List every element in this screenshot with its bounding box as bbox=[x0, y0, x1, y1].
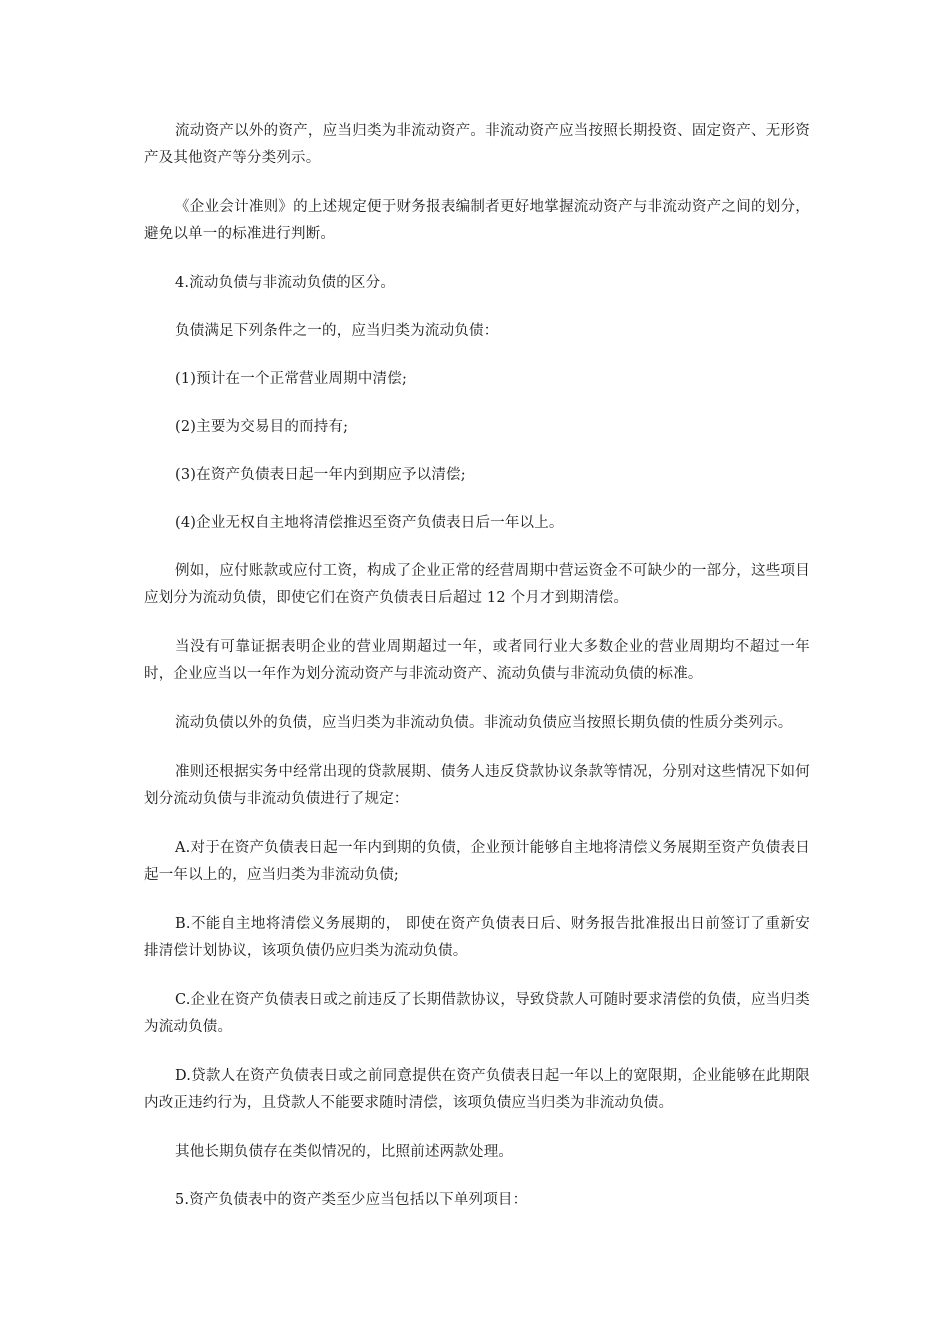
paragraph-similar-cases: 其他长期负债存在类似情况的，比照前述两款处理。 bbox=[175, 1144, 514, 1160]
list-item-rule-a: A.对于在资产负债表日起一年内到期的负债，企业预计能够自主地将清偿义务展期至资产负债表日起一年以上的，应当归类为非流动负债; bbox=[144, 840, 810, 883]
list-item-rule-d: D.贷款人在资产负债表日或之前同意提供在资产负债表日起一年以上的宽限期，企业能够在此期限内改正违约行为，且贷款人不能要求随时清偿，该项负债应当归类为非流动负债。 bbox=[144, 1068, 810, 1111]
list-item-rule-b: B.不能自主地将清偿义务展期的， 即使在资产负债表日后、财务报告批准报出日前签订了重新安排清偿计划协议，该项负债仍应归类为流动负债。 bbox=[144, 916, 810, 959]
paragraph-noncurrent-assets: 流动资产以外的资产，应当归类为非流动资产。非流动资产应当按照长期投资、固定资产、无形资产及其他资产等分类列示。 bbox=[144, 123, 810, 166]
list-item-condition-3: (3)在资产负债表日起一年内到期应予以清偿; bbox=[175, 467, 466, 483]
paragraph-standard-note: 《企业会计准则》的上述规定便于财务报表编制者更好地掌握流动资产与非流动资产之间的划分，避免以单一的标准进行判断。 bbox=[144, 199, 810, 242]
list-item-condition-4: (4)企业无权自主地将清偿推迟至资产负债表日后一年以上。 bbox=[175, 515, 564, 531]
document-page bbox=[144, 118, 810, 1235]
paragraph-noncurrent-liabilities: 流动负债以外的负债，应当归类为非流动负债。非流动负债应当按照长期负债的性质分类列示。 bbox=[175, 715, 793, 731]
list-item-rule-c: C.企业在资产负债表日或之前违反了长期借款协议，导致贷款人可随时要求清偿的负债，应当归类为流动负债。 bbox=[144, 992, 810, 1035]
paragraph-example: 例如，应付账款或应付工资，构成了企业正常的经营周期中营运资金不可缺少的一部分，这些项目应划分为流动负债，即使它们在资产负债表日后超过 12 个月才到期清偿。 bbox=[144, 563, 810, 606]
section-heading-asset-items: 5.资产负债表中的资产类至少应当包括以下单列项目： bbox=[175, 1192, 528, 1208]
section-heading-liabilities: 4.流动负债与非流动负债的区分。 bbox=[175, 275, 396, 291]
paragraph-conditions-intro: 负债满足下列条件之一的，应当归类为流动负债： bbox=[175, 323, 499, 339]
list-item-condition-2: (2)主要为交易目的而持有; bbox=[175, 419, 349, 435]
paragraph-operating-cycle: 当没有可靠证据表明企业的营业周期超过一年，或者同行业大多数企业的营业周期均不超过一年时，企业应当以一年作为划分流动资产与非流动资产、流动负债与非流动负债的标准。 bbox=[144, 639, 810, 682]
paragraph-loan-extension: 准则还根据实务中经常出现的贷款展期、债务人违反贷款协议条款等情况，分别对这些情况下如何划分流动负债与非流动负债进行了规定： bbox=[144, 764, 810, 807]
list-item-condition-1: (1)预计在一个正常营业周期中清偿; bbox=[175, 371, 408, 387]
